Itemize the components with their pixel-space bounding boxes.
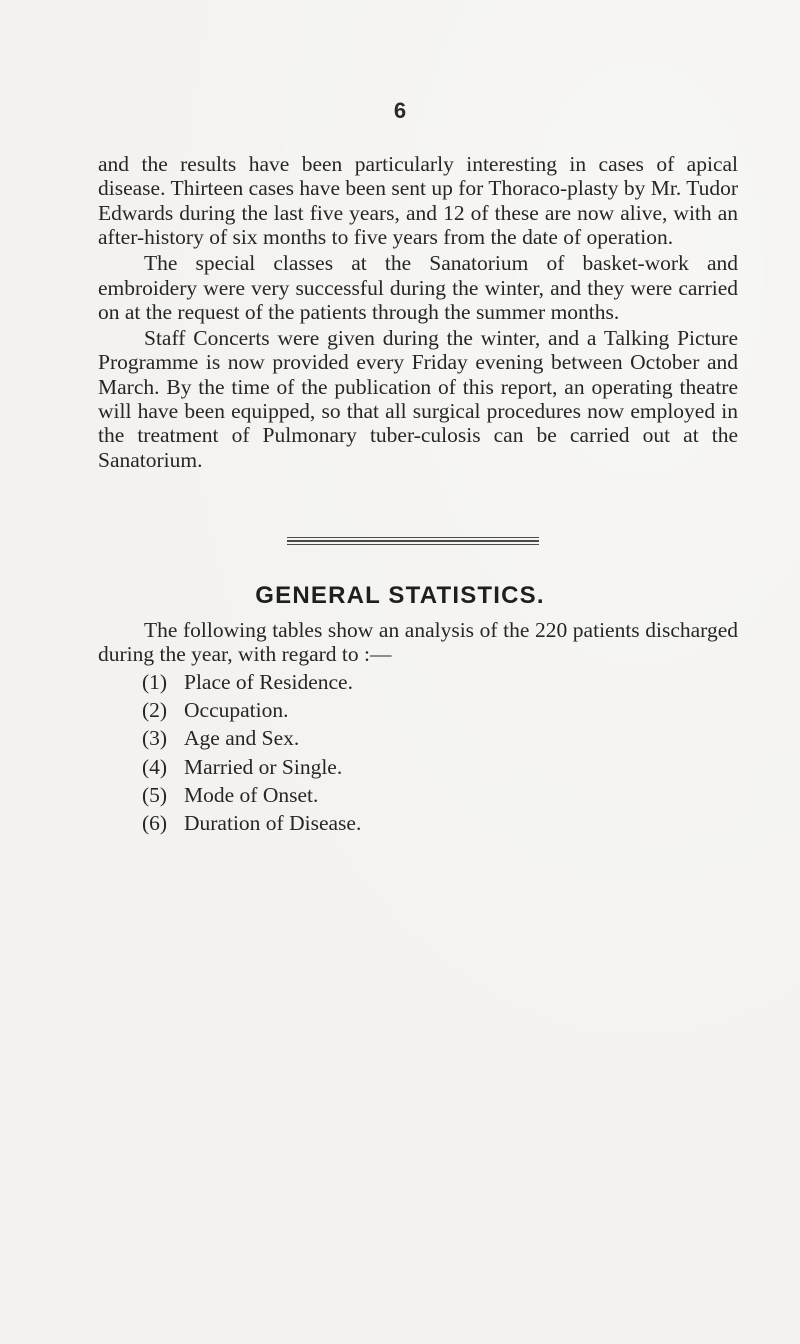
section-heading: GENERAL STATISTICS.	[255, 582, 545, 609]
list-item-number: (4)	[142, 754, 168, 779]
paragraph-staff-concerts: Staff Concerts were given during the winter, and a Talking Picture Programme is now provided every Friday evening between October and March. By the time of the publication of this report, an operating theatre will have been equipped, so that all surgical procedures now employed in the treatment of Pulmonary tuber-culosis can be carried out at the Sanatorium.	[98, 325, 738, 472]
list-item	[142, 696, 361, 724]
list-item-label: Occupation.	[184, 698, 289, 723]
paragraph-special-classes: The special classes at the Sanatorium of basket-work and embroidery were very successful during the winter, and they were carried on at the request of the patients through the summer months.	[98, 251, 738, 324]
list-item	[142, 809, 361, 837]
list-item-label: Mode of Onset.	[184, 782, 319, 807]
divider-line	[287, 544, 539, 545]
intro-paragraph: The following tables show an analysis of the 220 patients discharged during the year, with regard to :—	[98, 618, 738, 667]
list-item-label: Age and Sex.	[184, 726, 300, 751]
list-item	[142, 753, 361, 781]
section-intro	[98, 618, 738, 667]
list-item	[142, 724, 361, 752]
list-item-label: Married or Single.	[184, 754, 343, 779]
list-item	[142, 668, 361, 696]
list-item-label: Duration of Disease.	[184, 810, 362, 835]
divider-line	[287, 537, 539, 538]
list-item-number: (1)	[142, 670, 168, 694]
paragraph-continuation: and the results have been particularly interesting in cases of apical disease. Thirteen cases have been sent up for Thoraco-plasty by Mr. Tudor Edwards during the last five years, and 12 of these are now alive, with an after-history of six months to five years from the date of operation.	[98, 152, 738, 250]
list-item-number: (6)	[142, 810, 168, 835]
list-item-label: Place of Residence.	[184, 670, 353, 694]
section-divider	[287, 537, 539, 547]
page-number: 6	[393, 98, 407, 123]
divider-line	[287, 540, 539, 542]
list-item-number: (5)	[142, 782, 168, 807]
body-text	[98, 152, 738, 474]
list-item-number: (3)	[142, 726, 168, 751]
statistics-list	[142, 668, 361, 837]
list-item	[142, 781, 361, 809]
list-item-number: (2)	[142, 698, 168, 723]
